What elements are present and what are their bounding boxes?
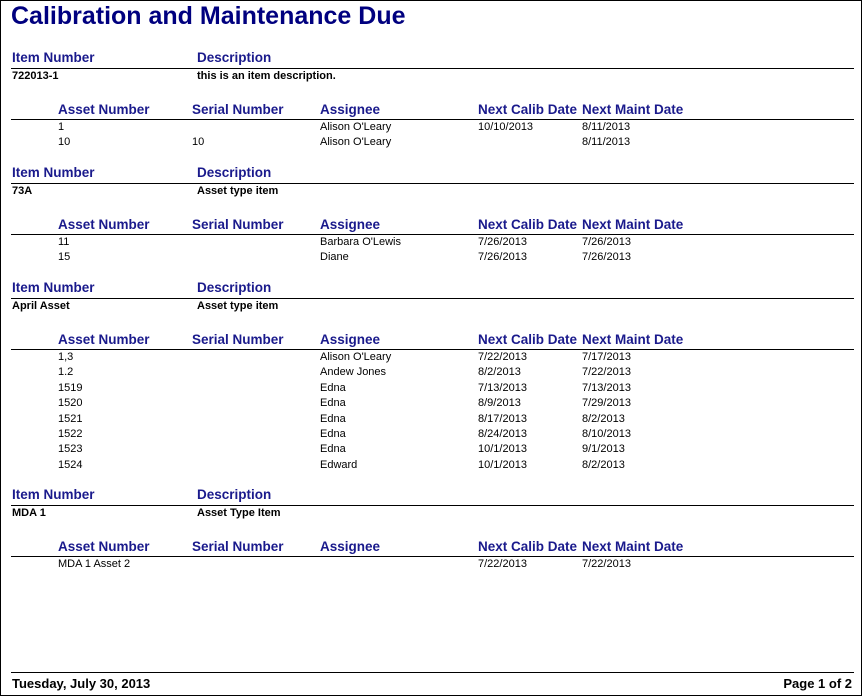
assignee-header: Assignee: [320, 102, 381, 117]
asset-row: [1, 397, 861, 412]
serial-number-header: Serial Number: [192, 217, 284, 232]
asset-row: [1, 236, 861, 251]
footer-date: Tuesday, July 30, 2013: [12, 676, 151, 691]
item-header-rule: [11, 505, 854, 506]
asset-number-cell: 1: [58, 121, 65, 133]
description-header: Description: [197, 165, 272, 180]
asset-row: [1, 251, 861, 266]
item-description-value: Asset type item: [197, 300, 279, 312]
asset-number-cell: 10: [58, 136, 71, 149]
item-header-rule: [11, 298, 854, 299]
serial-number-header: Serial Number: [192, 102, 284, 117]
asset-header-rule: [11, 119, 854, 120]
serial-number-header: Serial Number: [192, 332, 284, 347]
asset-number-cell: 15: [58, 251, 71, 264]
next-maint-date-cell: 7/22/2013: [582, 558, 631, 570]
asset-number-header: Asset Number: [58, 332, 150, 347]
asset-number-cell: 1524: [58, 458, 83, 471]
next-calib-date-cell: 10/1/2013: [478, 443, 527, 456]
asset-header-rule: [11, 556, 854, 557]
report-title: Calibration and Maintenance Due: [11, 2, 406, 30]
item-description-value: Asset Type Item: [197, 507, 281, 519]
asset-number-header: Asset Number: [58, 102, 150, 117]
assignee-header: Assignee: [320, 217, 381, 232]
assignee-cell: Edna: [320, 443, 346, 456]
asset-row: [1, 136, 861, 151]
asset-number-header: Asset Number: [58, 539, 150, 554]
asset-number-cell: 1,3: [58, 351, 74, 363]
next-calib-date-header: Next Calib Date: [478, 102, 578, 117]
item-number-header: Item Number: [12, 165, 95, 180]
next-calib-date-cell: 7/13/2013: [478, 381, 527, 394]
asset-row: [1, 121, 861, 136]
assignee-cell: Edna: [320, 397, 346, 410]
asset-row: [1, 382, 861, 397]
asset-number-cell: 1520: [58, 397, 83, 410]
asset-row: [1, 558, 861, 573]
next-calib-date-cell: 10/1/2013: [478, 458, 527, 471]
assignee-header: Assignee: [320, 539, 381, 554]
asset-row: [1, 459, 861, 474]
next-maint-date-cell: 8/10/2013: [582, 428, 631, 440]
item-number-header: Item Number: [12, 280, 95, 295]
item-number-value: April Asset: [12, 300, 70, 312]
next-calib-date-cell: 7/22/2013: [478, 558, 527, 570]
asset-header-rule: [11, 234, 854, 235]
item-group: [1, 50, 861, 160]
asset-row: [1, 351, 861, 366]
next-calib-date-header: Next Calib Date: [478, 332, 578, 347]
next-maint-date-cell: 8/2/2013: [582, 458, 625, 471]
next-maint-date-cell: 8/11/2013: [582, 121, 631, 133]
description-header: Description: [197, 280, 272, 295]
serial-number-header: Serial Number: [192, 539, 284, 554]
next-calib-date-cell: 8/9/2013: [478, 397, 521, 410]
next-maint-date-cell: 7/26/2013: [582, 236, 631, 248]
asset-header-rule: [11, 349, 854, 350]
next-maint-date-cell: 9/1/2013: [582, 443, 625, 456]
item-number-header: Item Number: [12, 50, 95, 65]
asset-number-header: Asset Number: [58, 217, 150, 232]
asset-number-cell: 1519: [58, 381, 83, 394]
assignee-cell: Barbara O'Lewis: [320, 236, 401, 248]
item-number-value: 73A: [12, 185, 33, 197]
asset-number-cell: 1523: [58, 443, 83, 456]
asset-row: [1, 366, 861, 381]
item-number-value: MDA 1: [12, 507, 46, 519]
item-number-value: 722013-1: [12, 70, 59, 82]
next-calib-date-cell: 8/17/2013: [478, 412, 527, 425]
next-maint-date-header: Next Maint Date: [582, 217, 684, 232]
next-maint-date-cell: 7/22/2013: [582, 366, 631, 379]
description-header: Description: [197, 487, 272, 502]
next-maint-date-cell: 7/17/2013: [582, 351, 631, 363]
next-calib-date-cell: 7/26/2013: [478, 236, 527, 248]
asset-number-cell: MDA 1 Asset 2: [58, 558, 131, 570]
assignee-cell: Andew Jones: [320, 366, 387, 379]
assignee-cell: Alison O'Leary: [320, 121, 392, 133]
item-description-value: this is an item description.: [197, 70, 336, 82]
next-maint-date-header: Next Maint Date: [582, 102, 684, 117]
next-maint-date-cell: 7/29/2013: [582, 397, 631, 410]
next-calib-date-cell: 7/26/2013: [478, 251, 527, 264]
assignee-cell: Edna: [320, 428, 346, 440]
next-maint-date-cell: 8/2/2013: [582, 412, 625, 425]
assignee-header: Assignee: [320, 332, 381, 347]
item-group: [1, 487, 861, 582]
next-maint-date-cell: 7/26/2013: [582, 251, 631, 264]
assignee-cell: Edna: [320, 381, 346, 394]
asset-number-cell: 11: [58, 236, 70, 248]
item-description-value: Asset type item: [197, 185, 279, 197]
next-maint-date-cell: 8/11/2013: [582, 136, 631, 149]
next-calib-date-cell: 8/24/2013: [478, 428, 527, 440]
next-maint-date-header: Next Maint Date: [582, 539, 684, 554]
item-group: [1, 280, 861, 480]
next-calib-date-header: Next Calib Date: [478, 217, 578, 232]
item-group: [1, 165, 861, 275]
assignee-cell: Alison O'Leary: [320, 351, 392, 363]
next-maint-date-cell: 7/13/2013: [582, 381, 631, 394]
asset-number-cell: 1522: [58, 428, 83, 440]
asset-number-cell: 1.2: [58, 366, 74, 379]
assignee-cell: Diane: [320, 251, 349, 264]
asset-row: [1, 413, 861, 428]
next-calib-date-cell: 8/2/2013: [478, 366, 521, 379]
next-maint-date-header: Next Maint Date: [582, 332, 684, 347]
asset-row: [1, 428, 861, 443]
footer-divider: [11, 672, 854, 673]
assignee-cell: Edna: [320, 412, 346, 425]
next-calib-date-cell: 10/10/2013: [478, 121, 534, 133]
assignee-cell: Edward: [320, 458, 358, 471]
assignee-cell: Alison O'Leary: [320, 136, 392, 149]
footer-page-number: Page 1 of 2: [783, 676, 852, 691]
asset-number-cell: 1521: [58, 412, 83, 425]
item-number-header: Item Number: [12, 487, 95, 502]
item-header-rule: [11, 68, 854, 69]
asset-row: [1, 443, 861, 458]
next-calib-date-cell: 7/22/2013: [478, 351, 527, 363]
item-header-rule: [11, 183, 854, 184]
next-calib-date-header: Next Calib Date: [478, 539, 578, 554]
serial-number-cell: 10: [192, 136, 205, 149]
description-header: Description: [197, 50, 272, 65]
